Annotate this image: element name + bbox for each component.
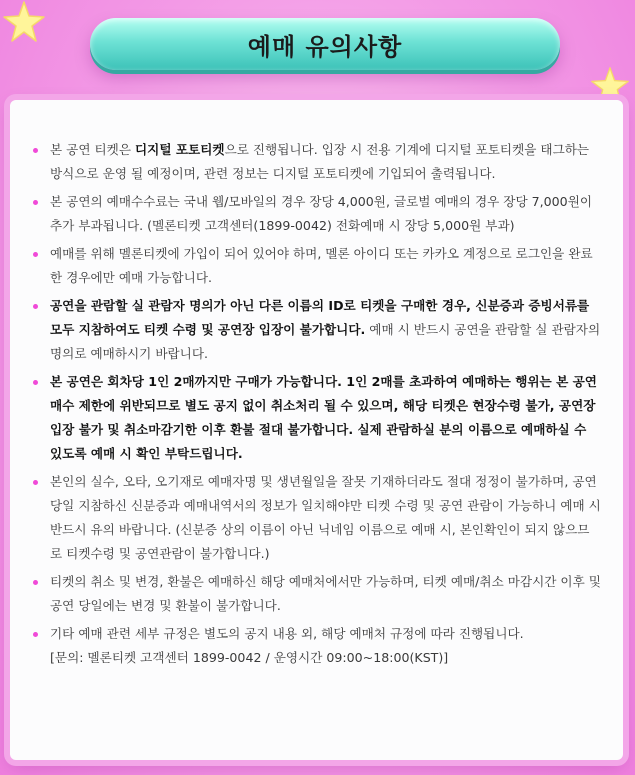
notice-item-refund: 티켓의 취소 및 변경, 환불은 예매하신 해당 예매처에서만 가능하며, 티켓 예매/취소 마감시간 이후 및 공연 당일에는 변경 및 환불이 불가합니다. <box>30 570 601 618</box>
notice-item-etc: 기타 예매 관련 세부 규정은 별도의 공지 내용 외, 해당 예매처 규정에 따라 진행됩니다. [문의: 멜론티켓 고객센터 1899-0042 / 운영시간 09:00~18:00(KST)] <box>30 622 601 670</box>
notice-item-login: 예매를 위해 멜론티켓에 가입이 되어 있어야 하며, 멜론 아이디 또는 카카오 계정으로 로그인을 완료한 경우에만 예매 가능합니다. <box>30 242 601 290</box>
notice-item-fee: 본 공연의 예매수수료는 국내 웹/모바일의 경우 장당 4,000원, 글로벌 예매의 경우 장당 7,000원이 추가 부과됩니다. (멜론티켓 고객센터(1899-0042) 전화예매 시 장당 5,000원 부과) <box>30 190 601 238</box>
bullet-icon <box>33 580 38 585</box>
notice-item-name-check: 본인의 실수, 오타, 오기재로 예매자명 및 생년월일을 잘못 기재하더라도 절대 정정이 불가하며, 공연 당일 지참하신 신분증과 예매내역서의 정보가 일치해야만 티켓 수령 및 공연 관람이 가능하니 예매 시 반드시 유의 바랍니다. (신분증 상의 이름이 아닌 닉네임 이름으로 예매 시, 본인확인이 되지 않으므로 티켓수령 및 공연관람이 불가합니다.) <box>30 470 601 566</box>
bullet-icon <box>33 632 38 637</box>
notice-item-identity: 공연을 관람할 실 관람자 명의가 아닌 다른 이름의 ID로 티켓을 구매한 경우, 신분증과 증빙서류를 모두 지참하여도 티켓 수령 및 공연장 입장이 불가합니다. 예매 시 반드시 공연을 관람할 실 관람자의 명의로 예매하시기 바랍니다. <box>30 294 601 366</box>
bullet-icon <box>33 304 38 309</box>
notice-panel <box>10 100 623 760</box>
contact-info: [문의: 멜론티켓 고객센터 1899-0042 / 운영시간 09:00~18:00(KST)] <box>50 650 449 665</box>
bullet-icon <box>33 252 38 257</box>
bullet-icon <box>33 148 38 153</box>
notice-list <box>30 138 601 670</box>
bullet-icon <box>33 480 38 485</box>
title-banner <box>90 18 560 70</box>
notice-item-limit: 본 공연은 회차당 1인 2매까지만 구매가 가능합니다. 1인 2매를 초과하여 예매하는 행위는 본 공연 매수 제한에 위반되므로 별도 공지 없이 취소처리 될 수 있으며, 해당 티켓은 현장수령 불가, 공연장 입장 불가 및 취소마감기한 이후 환불 절대 불가합니다. 실제 관람하실 분의 이름으로 예매하실 수 있도록 예매 시 확인 부탁드립니다. <box>30 370 601 466</box>
bullet-icon <box>33 200 38 205</box>
notice-item-digital-ticket: 본 공연 티켓은 디지털 포토티켓으로 진행됩니다. 입장 시 전용 기계에 디지털 포토티켓을 태그하는 방식으로 운영 될 예정이며, 관련 정보는 디지털 포토티켓에 기입되어 출력됩니다. <box>30 138 601 186</box>
star-icon-top-left <box>2 0 46 44</box>
bullet-icon <box>33 380 38 385</box>
page-title: 예매 유의사항 <box>247 32 403 61</box>
